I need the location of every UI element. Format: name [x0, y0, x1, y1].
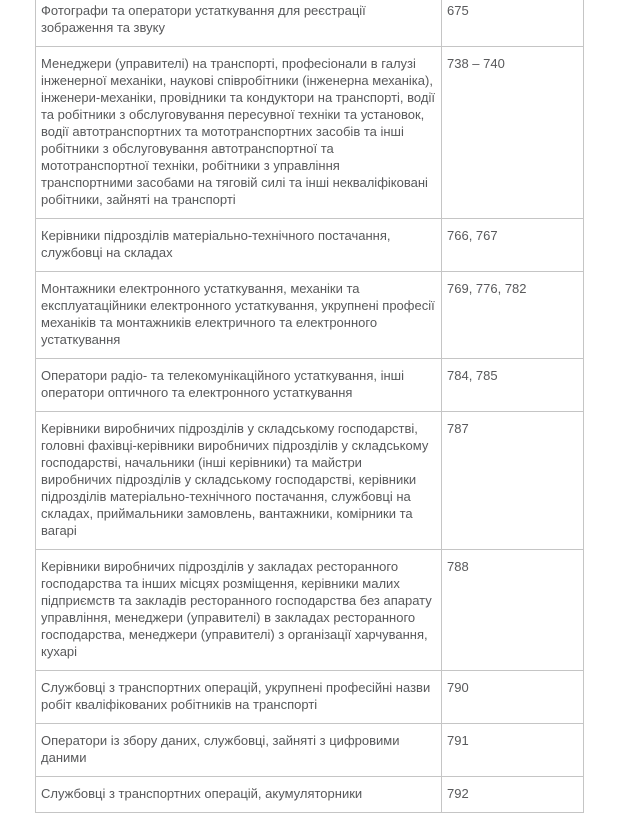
occupation-codes-table-container: [35, 0, 584, 813]
occupation-cell: Менеджери (управителі) на транспорті, професіонали в галузі інженерної механіки, наукові співробітники (інженерна механіка), інженери-механіки, провідники та кондуктори на транспорті, водії та робітники з обслуговування пересувної техніки та установок, водії автотранспортних та мототранспортних засобів та інші робітники з обслуговування автотранспортної та мототранспортної техніки, робітники з управління транспортними засобами на тяговій силі та інші некваліфіковані робітники, зайняті на транспорті: [36, 47, 442, 219]
table-row: [36, 47, 584, 219]
occupation-cell: Фотографи та оператори устаткування для реєстрації зображення та звуку: [36, 0, 442, 47]
code-cell: 769, 776, 782: [442, 272, 584, 359]
table-row: [36, 219, 584, 272]
table-row: [36, 550, 584, 671]
occupation-cell: Службовці з транспортних операцій, акумуляторники: [36, 777, 442, 813]
table-row: [36, 777, 584, 813]
code-cell: 738 – 740: [442, 47, 584, 219]
occupation-cell: Монтажники електронного устаткування, механіки та експлуатаційники електронного устаткування, укрупнені професії механіків та монтажників електричного та електронного устаткування: [36, 272, 442, 359]
code-cell: 675: [442, 0, 584, 47]
table-row: [36, 359, 584, 412]
occupation-cell: Оператори радіо- та телекомунікаційного устаткування, інші оператори оптичного та електронного устаткування: [36, 359, 442, 412]
table-row: [36, 671, 584, 724]
table-row: [36, 0, 584, 47]
code-cell: 792: [442, 777, 584, 813]
occupation-cell: Керівники підрозділів матеріально-технічного постачання, службовці на складах: [36, 219, 442, 272]
code-cell: 790: [442, 671, 584, 724]
code-cell: 787: [442, 412, 584, 550]
occupation-cell: Керівники виробничих підрозділів у закладах ресторанного господарства та інших місцях розміщення, керівники малих підприємств та закладів ресторанного господарства без апарату управління, менеджери (управителі) в закладах ресторанного господарства, менеджери (управителі) з організації харчування, кухарі: [36, 550, 442, 671]
occupation-cell: Керівники виробничих підрозділів у складському господарстві, головні фахівці-керівники виробничих підрозділів у складському господарстві, начальники (інші керівники) та майстри виробничих підрозділів у складському господарстві, керівники підрозділів матеріально-технічного постачання, службовці на складах, приймальники замовлень, вантажники, комірники та вагарі: [36, 412, 442, 550]
table-row: [36, 412, 584, 550]
code-cell: 791: [442, 724, 584, 777]
occupation-cell: Оператори із збору даних, службовці, зайняті з цифровими даними: [36, 724, 442, 777]
code-cell: 788: [442, 550, 584, 671]
table-row: [36, 724, 584, 777]
occupation-cell: Службовці з транспортних операцій, укрупнені професійні назви робіт кваліфікованих робітників на транспорті: [36, 671, 442, 724]
occupation-codes-table: [35, 0, 584, 813]
code-cell: 766, 767: [442, 219, 584, 272]
table-row: [36, 272, 584, 359]
code-cell: 784, 785: [442, 359, 584, 412]
table-body: [36, 0, 584, 813]
